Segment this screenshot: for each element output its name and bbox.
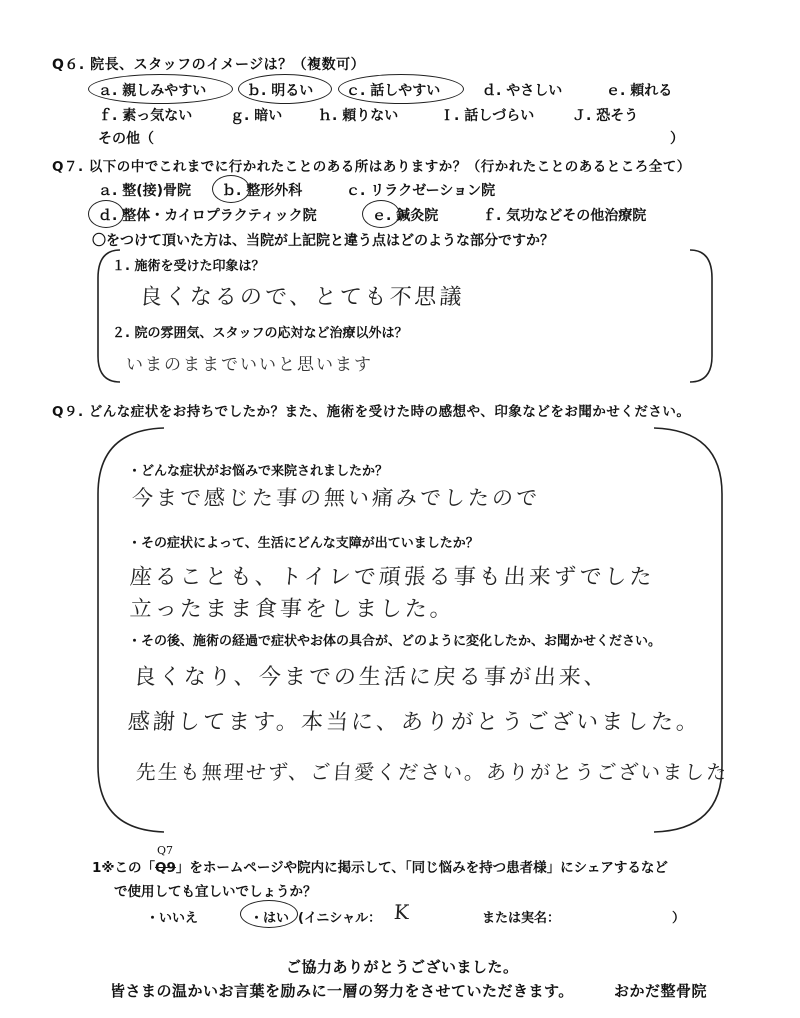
q9-b1-label: ・どんな症状がお悩みで来院されましたか？ bbox=[128, 464, 389, 479]
closing-thanks: ご協力ありがとうございました。 bbox=[286, 958, 519, 976]
circle-mark bbox=[362, 200, 400, 228]
q7-sub2-label: ２. 院の雰囲気、スタッフの応対など治療以外は？ bbox=[112, 326, 408, 341]
q9-b2-answer-1: 座ることも、トイレで頑張る事も出来ずでした bbox=[128, 565, 656, 590]
circle-mark bbox=[88, 74, 233, 104]
q7-option-d: ｄ. 整体・カイロプラクティック院 bbox=[98, 208, 317, 224]
q9-b3-answer-3: 先生も無理せず、ご自愛ください。ありがとうございました bbox=[135, 760, 730, 784]
q9-b1-answer: 今まで感じた事の無い痛みでしたので bbox=[131, 486, 541, 510]
circle-mark bbox=[88, 200, 124, 228]
consent-initial-value: K bbox=[393, 900, 413, 924]
consent-yes: ・はい bbox=[250, 911, 290, 926]
q6-option-h: ｈ. 頼りない bbox=[318, 108, 399, 124]
consent-realname-close: ） bbox=[672, 911, 686, 926]
q6-option-d: ｄ. やさしい bbox=[482, 83, 563, 99]
consent-line-2: で使用しても宜しいでしょうか？ bbox=[114, 884, 317, 900]
consent-q-text: Q9 bbox=[155, 860, 176, 876]
q9-b3-label: ・その後、施術の経過で症状やお体の具合が、どのように変化したか、お聞かせください。 bbox=[128, 634, 662, 649]
q7-option-a: ａ. 整(接)骨院 bbox=[98, 183, 191, 199]
q6-other-close: ） bbox=[670, 131, 684, 147]
clinic-name: おかだ整骨院 bbox=[614, 982, 708, 1000]
consent-realname-label: または実名： bbox=[482, 911, 561, 926]
consent-initial-label: (イニシャル： bbox=[298, 911, 382, 926]
q6-option-a: ａ. 親しみやすい bbox=[98, 83, 207, 99]
q7-title: Q７. 以下の中でこれまでに行かれたことのある所はありますか？（行かれたことのあるところ全て） bbox=[52, 159, 691, 175]
q7-sub2-answer: いまのままでいいと思います bbox=[126, 355, 373, 375]
q9-title: Q９. どんな症状をお持ちでしたか？また、施術を受けた時の感想や、印象などをお聞かせください。 bbox=[52, 404, 691, 420]
q6-option-g: ｇ. 暗い bbox=[230, 108, 283, 124]
consent-line-1 bbox=[92, 844, 668, 876]
consent-suffix: 」をホームページや院内に掲示して、「同じ悩みを持つ患者様」にシェアするなど bbox=[175, 860, 668, 876]
q6-title: Q６. 院長、スタッフのイメージは？（複数可） bbox=[52, 57, 366, 73]
q9-b2-answer-2: 立ったまま食事をしました。 bbox=[128, 597, 456, 622]
q9-b3-answer-2: 感謝してます。本当に、ありがとうございました。 bbox=[126, 710, 702, 735]
circle-mark bbox=[338, 74, 464, 104]
consent-q-ref bbox=[155, 844, 176, 876]
q6-option-f: ｆ. 素っ気ない bbox=[98, 108, 193, 124]
q6-other-label: その他（ bbox=[98, 131, 154, 147]
q7-sub1-answer: 良くなるので、とても不思議 bbox=[138, 285, 466, 310]
q7-option-c: ｃ. リラクゼーション院 bbox=[346, 183, 496, 199]
circle-mark bbox=[238, 74, 332, 104]
q7-option-f: ｆ. 気功などその他治療院 bbox=[482, 208, 647, 224]
q7-followup: 〇をつけて頂いた方は、当院が上記院と違う点はどのような部分ですか？ bbox=[92, 233, 554, 249]
q9-b3-answer-1: 良くなり、今までの生活に戻る事が出来、 bbox=[132, 665, 610, 690]
circle-mark bbox=[212, 175, 250, 203]
q7-sub1-label: １. 施術を受けた印象は？ bbox=[112, 259, 265, 274]
consent-no: ・いいえ bbox=[146, 911, 199, 926]
closing-message: 皆さまの温かいお言葉を励みに一層の努力をさせていただきます。 bbox=[110, 982, 574, 1000]
q6-option-j: Ｊ. 恐そう bbox=[572, 108, 639, 124]
q6-option-c: ｃ. 話しやすい bbox=[346, 83, 441, 99]
q6-option-e: ｅ. 頼れる bbox=[606, 83, 673, 99]
q7-option-b: ｂ. 整形外科 bbox=[222, 183, 303, 199]
q7-option-e: ｅ. 鍼灸院 bbox=[372, 208, 439, 224]
q6-option-b: ｂ. 明るい bbox=[247, 83, 314, 99]
consent-prefix: 1※この「 bbox=[92, 860, 156, 876]
consent-q-note: Q7 bbox=[157, 844, 174, 857]
q9-b2-label: ・その症状によって、生活にどんな支障が出ていましたか？ bbox=[128, 536, 479, 551]
q6-option-i: Ｉ. 話しづらい bbox=[440, 108, 535, 124]
circle-mark bbox=[240, 900, 298, 928]
